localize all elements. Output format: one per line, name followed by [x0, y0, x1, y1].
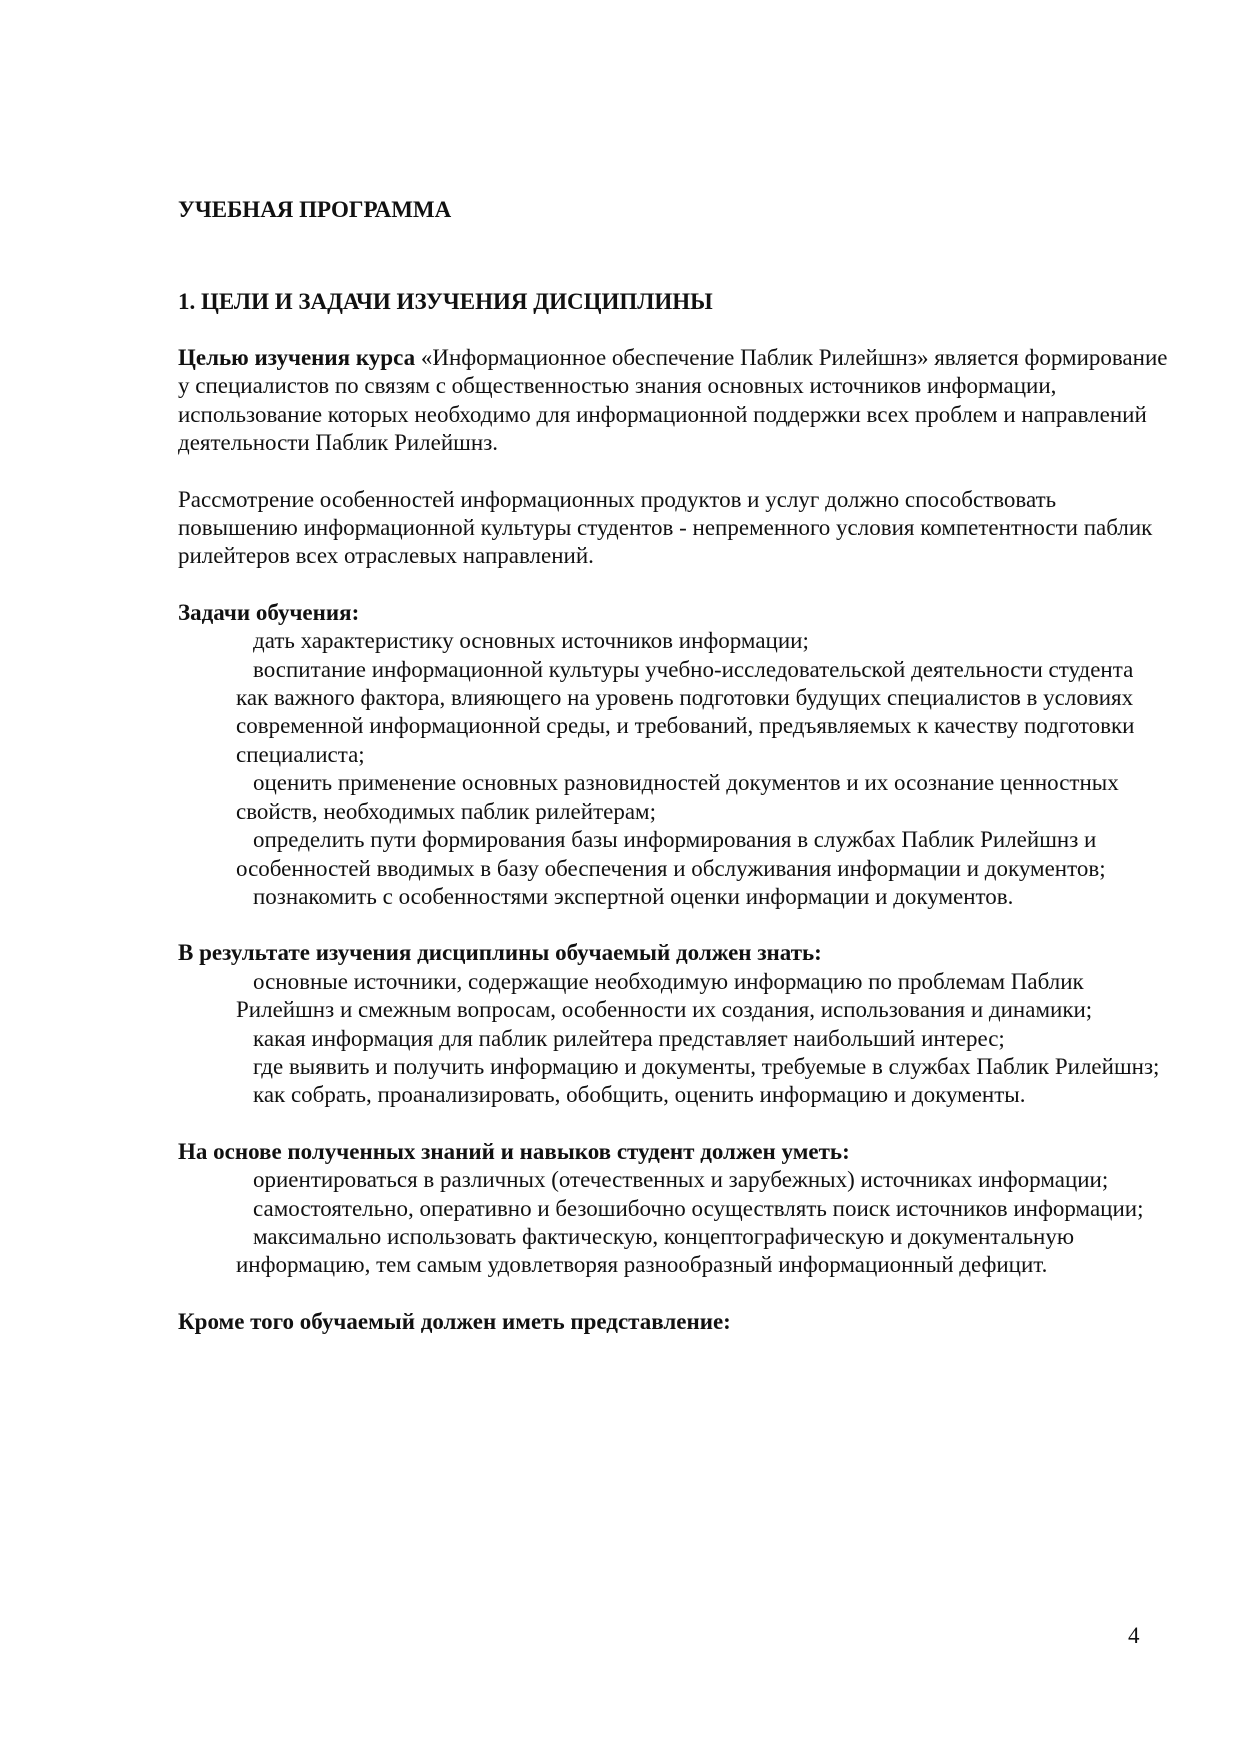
section-heading: 1. ЦЕЛИ И ЗАДАЧИ ИЗУЧЕНИЯ ДИСЦИПЛИНЫ: [178, 289, 713, 314]
skills-heading: На основе полученных знаний и навыков студент должен уметь:: [178, 1138, 850, 1164]
list-item: оценить применение основных разновидностей документов и их осознание ценностных свойств, необходимых паблик рилейтерам;: [236, 770, 1119, 824]
document-title: УЧЕБНАЯ ПРОГРАММА: [178, 197, 452, 222]
list-item: какая информация для паблик рилейтера представляет наибольший интерес;: [253, 1025, 1005, 1051]
list-item: определить пути формирования базы информирования в службах Паблик Рилейшнз и особенностей вводимых в базу обеспечения и обслуживания информации и документов;: [236, 827, 1106, 881]
know-list: [178, 968, 1168, 1110]
intro-lead: Целью изучения курса: [178, 345, 416, 370]
list-item: максимально использовать фактическую, концептографическую и документальную информацию, тем самым удовлетворяя разнообразный информационный дефицит.: [236, 1223, 1075, 1278]
tasks-heading: Задачи обучения:: [178, 599, 360, 625]
list-item: основные источники, содержащие необходимую информацию по проблемам Паблик Рилейшнз и смежным вопросам, особенности их создания, использования и динамики;: [236, 968, 1093, 1023]
list-item: как собрать, проанализировать, обобщить, оценить информацию и документы.: [253, 1082, 1026, 1108]
list-item: воспитание информационной культуры учебно-исследовательской деятельности студента как важного фактора, влияющего на уровень подготовки будущих специалистов в условиях современной информационной среды, и требований, предъявляемых к качеству подготовки специалиста;: [236, 656, 1135, 767]
closing-heading: Кроме того обучаемый должен иметь представление:: [178, 1308, 731, 1334]
intro-paragraph: [178, 344, 1168, 458]
tasks-list: [178, 627, 1168, 911]
list-item: дать характеристику основных источников информации;: [253, 628, 809, 654]
skills-list: [178, 1166, 1168, 1280]
intro-text: «Информационное обеспечение Паблик Рилейшнз» является формирование у специалистов по связям с общественностью знания основных источников информации, использование которых необходимо для информационной поддержки всех проблем и направлений деятельности Паблик Рилейшнз.: [178, 345, 1168, 456]
list-item: где выявить и получить информацию и документы, требуемые в службах Паблик Рилейшнз;: [253, 1053, 1160, 1079]
list-item: самостоятельно, оперативно и безошибочно осуществлять поиск источников информации;: [253, 1195, 1144, 1221]
know-heading: В результате изучения дисциплины обучаемый должен знать:: [178, 940, 822, 966]
list-item: ориентироваться в различных (отечественных и зарубежных) источниках информации;: [253, 1167, 1109, 1193]
list-item: познакомить с особенностями экспертной оценки информации и документов.: [253, 883, 1014, 909]
page-number: 4: [1128, 1623, 1140, 1648]
paragraph-2: Рассмотрение особенностей информационных продуктов и услуг должно способствовать повышению информационной культуры студентов - непременного условия компетентности паблик рилейтеров всех отраслевых направлений.: [178, 486, 1153, 569]
document-body: [178, 344, 1168, 1336]
